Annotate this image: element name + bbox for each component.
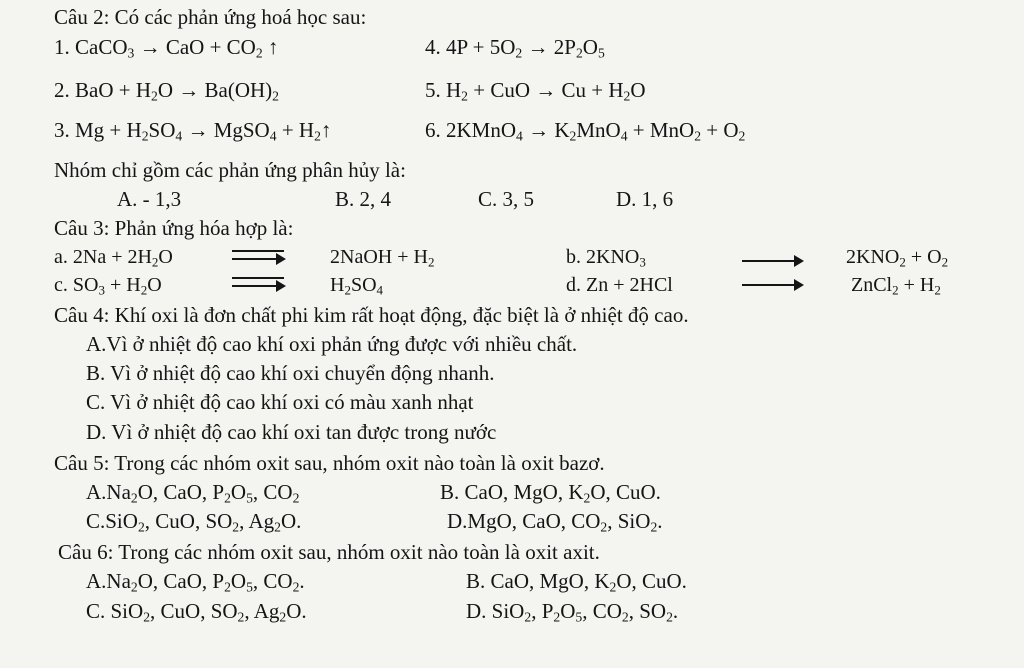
subscript: 4 <box>269 128 277 144</box>
formula-text: O <box>630 78 646 102</box>
subscript: 2 <box>650 519 658 535</box>
formula-text: SO <box>350 274 377 296</box>
subscript: 2 <box>130 579 138 595</box>
subscript: 2 <box>461 88 468 104</box>
formula-text: O, CaO, P <box>137 480 225 504</box>
subscript: 3 <box>127 45 135 61</box>
formula-text: O <box>147 274 162 296</box>
q2-option-d: D. 1, 6 <box>616 187 674 211</box>
formula-text: , CO <box>582 599 622 623</box>
subscript: 2 <box>583 490 591 506</box>
subscript: 2 <box>899 254 906 270</box>
formula-text: + O <box>905 246 942 268</box>
subscript: 2 <box>279 609 287 625</box>
subscript: 2 <box>272 88 279 104</box>
subscript: 2 <box>151 88 158 104</box>
formula-text: 1. CaCO <box>54 35 128 59</box>
subscript: 2 <box>274 519 281 535</box>
q3-b-reactants <box>566 244 646 270</box>
formula-text: O <box>582 35 598 59</box>
subscript: 4 <box>620 128 628 144</box>
q3-d-products <box>851 272 941 298</box>
formula-text: , CuO, SO <box>144 509 233 533</box>
q4-option-d: D. Vì ở nhiệt độ cao khí oxi tan được trong nước <box>86 420 497 444</box>
subscript: 2 <box>609 579 617 595</box>
q5-option-c <box>86 508 301 534</box>
equilibrium-arrow <box>232 277 284 289</box>
subscript: 2 <box>515 45 523 61</box>
subscript: 4 <box>376 282 384 298</box>
subscript: 2 <box>553 609 561 625</box>
reaction-4 <box>425 34 605 60</box>
subscript: 2 <box>569 128 577 144</box>
formula-text: 4. 4P + 5O <box>425 35 516 59</box>
formula-text: → CaO + CO <box>134 35 256 59</box>
subscript: 4 <box>516 128 523 144</box>
formula-text: + O <box>701 118 739 142</box>
formula-text: + H <box>104 274 141 296</box>
subscript: 2 <box>130 490 138 506</box>
formula-text: d. Zn + 2HCl <box>566 274 673 296</box>
formula-text: 3. Mg + H <box>54 118 142 142</box>
formula-text: 2NaOH + H <box>330 246 428 268</box>
formula-text: ↑ <box>320 118 332 142</box>
reaction-3 <box>54 117 331 143</box>
formula-text: O <box>230 569 247 593</box>
subscript: 2 <box>524 609 532 625</box>
formula-text: 2KNO <box>846 246 900 268</box>
formula-text: SO <box>148 118 176 142</box>
formula-text: . <box>672 599 679 623</box>
subscript: 2 <box>137 519 145 535</box>
reaction-1 <box>54 34 278 60</box>
subscript: 2 <box>292 490 300 506</box>
subscript: 2 <box>694 128 702 144</box>
formula-text: D. SiO <box>466 599 525 623</box>
formula-text: H <box>330 274 345 296</box>
question-5-title: Câu 5: Trong các nhóm oxit sau, nhóm oxit nào toàn là oxit bazơ. <box>54 451 605 475</box>
question-2-title: Câu 2: Có các phản ứng hoá học sau: <box>54 5 367 29</box>
question-6-title: Câu 6: Trong các nhóm oxit sau, nhóm oxit nào toàn là oxit axit. <box>58 540 600 564</box>
q3-d-reactants <box>566 272 673 298</box>
q6-option-b <box>466 568 687 594</box>
formula-text: → 2P <box>522 35 576 59</box>
formula-text: O <box>158 246 173 268</box>
formula-text: O. <box>286 599 307 623</box>
q6-option-d <box>466 598 678 624</box>
q3-b-products <box>846 244 948 270</box>
formula-text: → K <box>522 118 570 142</box>
subscript: 2 <box>314 128 321 144</box>
q6-option-a <box>86 568 305 594</box>
formula-text: + H <box>276 118 315 142</box>
subscript: 2 <box>892 282 899 298</box>
reaction-5 <box>425 77 646 103</box>
subscript: 2 <box>344 282 351 298</box>
q2-option-a: A. - 1,3 <box>117 187 182 211</box>
formula-text: 5. H <box>425 78 462 102</box>
q6-option-c <box>86 598 307 624</box>
formula-text: , P <box>531 599 554 623</box>
formula-text: MnO <box>576 118 621 142</box>
formula-text: , Ag <box>244 599 280 623</box>
formula-text: a. 2Na + 2H <box>54 246 152 268</box>
subscript: 2 <box>143 609 151 625</box>
subscript: 2 <box>141 128 149 144</box>
formula-text: A.Na <box>86 480 131 504</box>
formula-text: , CO <box>252 480 293 504</box>
formula-text: + CuO → Cu + H <box>468 78 624 102</box>
arrow-icon <box>742 284 802 286</box>
q3-a-products <box>330 244 434 270</box>
formula-text: ZnCl <box>851 274 893 296</box>
subscript: 2 <box>600 519 608 535</box>
formula-text: O, CuO. <box>590 480 661 504</box>
subscript: 4 <box>175 128 183 144</box>
subscript: 3 <box>98 282 105 298</box>
subscript: 2 <box>621 609 629 625</box>
q3-c-products <box>330 272 383 298</box>
subscript: 2 <box>427 254 435 270</box>
question-4-title: Câu 4: Khí oxi là đơn chất phi kim rất hoạt động, đặc biệt là ở nhiệt độ cao. <box>54 303 689 327</box>
reaction-2 <box>54 77 279 103</box>
formula-text: D.MgO, CaO, CO <box>447 509 601 533</box>
arrow-icon <box>742 260 802 262</box>
subscript: 2 <box>255 45 263 61</box>
formula-text: O → Ba(OH) <box>157 78 273 102</box>
formula-text: O, CuO. <box>616 569 687 593</box>
subscript: 2 <box>623 88 631 104</box>
subscript: 2 <box>237 609 245 625</box>
formula-text: B. CaO, MgO, K <box>466 569 610 593</box>
formula-text: , Ag <box>239 509 275 533</box>
subscript: 5 <box>575 609 583 625</box>
subscript: 5 <box>246 490 253 506</box>
q4-option-a: A.Vì ở nhiệt độ cao khí oxi phản ứng được với nhiều chất. <box>86 332 578 356</box>
formula-text: + H <box>898 274 935 296</box>
q3-c-reactants <box>54 272 162 298</box>
subscript: 2 <box>224 490 231 506</box>
question-2-prompt: Nhóm chỉ gồm các phản ứng phân hủy là: <box>54 158 406 182</box>
formula-text: O. <box>280 509 302 533</box>
subscript: 5 <box>597 45 605 61</box>
formula-text: O, CaO, P <box>137 569 225 593</box>
subscript: 2 <box>292 579 300 595</box>
formula-text: . <box>657 509 663 533</box>
formula-text: C.SiO <box>86 509 138 533</box>
formula-text: , SiO <box>607 509 651 533</box>
reaction-6 <box>425 117 745 143</box>
formula-text: c. SO <box>54 274 99 296</box>
formula-text: + MnO <box>627 118 695 142</box>
subscript: 2 <box>941 254 949 270</box>
formula-text: O <box>230 480 247 504</box>
q3-a-reactants <box>54 244 173 270</box>
formula-text: C. SiO <box>86 599 144 623</box>
formula-text: . <box>299 569 305 593</box>
subscript: 2 <box>738 128 746 144</box>
formula-text: B. CaO, MgO, K <box>440 480 584 504</box>
q2-option-c: C. 3, 5 <box>478 187 535 211</box>
formula-text: , CO <box>252 569 293 593</box>
formula-text: , CuO, SO <box>150 599 238 623</box>
subscript: 2 <box>666 609 673 625</box>
formula-text: O <box>560 599 576 623</box>
subscript: 2 <box>575 45 583 61</box>
subscript: 2 <box>140 282 148 298</box>
subscript: 5 <box>246 579 253 595</box>
subscript: 3 <box>639 254 646 270</box>
formula-text: , SO <box>628 599 667 623</box>
formula-text: 2. BaO + H <box>54 78 152 102</box>
formula-text: 6. 2KMnO <box>425 118 517 142</box>
subscript: 2 <box>232 519 240 535</box>
q4-option-c: C. Vì ở nhiệt độ cao khí oxi có màu xanh nhạt <box>86 390 474 414</box>
subscript: 2 <box>934 282 941 298</box>
q4-option-b: B. Vì ở nhiệt độ cao khí oxi chuyển động nhanh. <box>86 361 495 385</box>
equilibrium-arrow <box>232 250 284 262</box>
q2-option-b: B. 2, 4 <box>335 187 392 211</box>
subscript: 2 <box>224 579 231 595</box>
subscript: 2 <box>151 254 159 270</box>
q5-option-b <box>440 479 661 505</box>
question-3-title: Câu 3: Phản ứng hóa hợp là: <box>54 216 294 240</box>
q5-option-a <box>86 479 299 505</box>
q5-option-d <box>447 508 663 534</box>
formula-text: b. 2KNO <box>566 246 640 268</box>
formula-text: A.Na <box>86 569 131 593</box>
formula-text: ↑ <box>262 35 279 59</box>
formula-text: → MgSO <box>182 118 270 142</box>
